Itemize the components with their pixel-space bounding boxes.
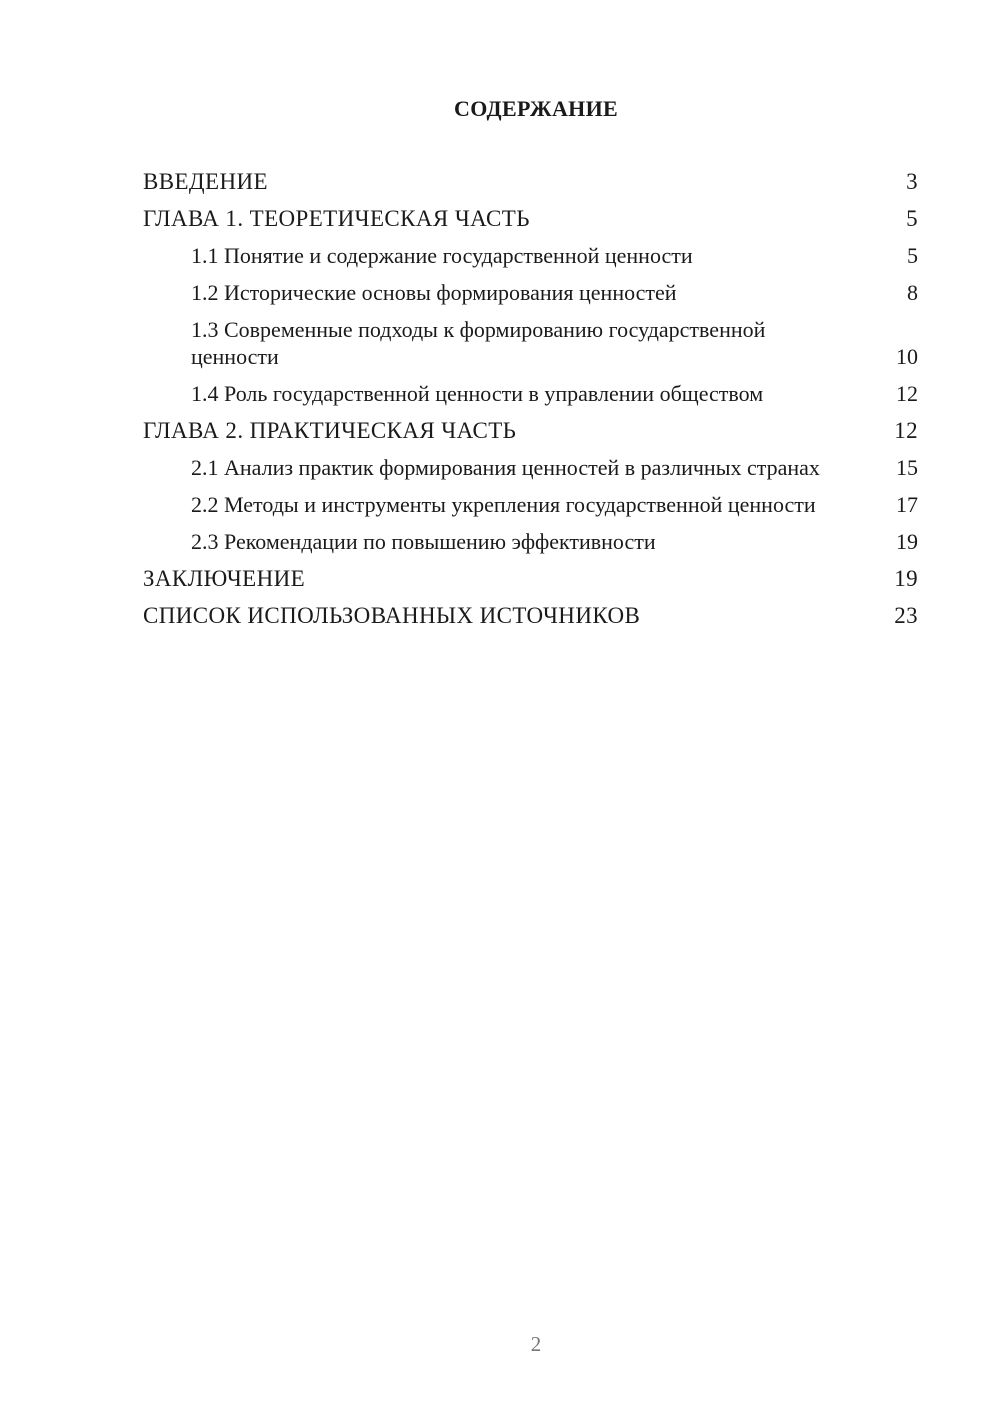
toc-entry-chapter-1[interactable] bbox=[143, 205, 918, 232]
toc-entry-text: 2.2 Методы и инструменты укрепления государственной ценности bbox=[191, 492, 816, 517]
toc-entry-section-1-4[interactable] bbox=[143, 380, 918, 407]
toc-entry-page: 19 bbox=[896, 529, 918, 554]
toc-entry-page: 15 bbox=[896, 455, 918, 480]
toc-entry-section-1-1[interactable] bbox=[143, 242, 918, 269]
toc-entry-page: 10 bbox=[896, 344, 918, 369]
toc-entry-text: 2.3 Рекомендации по повышению эффективности bbox=[191, 529, 656, 554]
toc-entry-page: 5 bbox=[907, 243, 918, 268]
toc-entry-text: ВВЕДЕНИЕ bbox=[143, 169, 268, 194]
toc-entry-section-1-3[interactable] bbox=[143, 316, 918, 370]
toc-entry-section-1-2[interactable] bbox=[143, 279, 918, 306]
toc-entry-text: ГЛАВА 1. ТЕОРЕТИЧЕСКАЯ ЧАСТЬ bbox=[143, 206, 530, 231]
toc-entry-page: 3 bbox=[906, 169, 918, 194]
toc-entry-text: СПИСОК ИСПОЛЬЗОВАННЫХ ИСТОЧНИКОВ bbox=[143, 603, 641, 628]
page-number: 2 bbox=[530, 1332, 542, 1356]
toc-entry-conclusion[interactable] bbox=[143, 565, 918, 592]
toc-entry-references[interactable] bbox=[143, 602, 918, 629]
toc-entry-chapter-2[interactable] bbox=[143, 417, 918, 444]
toc-entry-page: 23 bbox=[894, 603, 918, 628]
toc-entry-page: 19 bbox=[894, 566, 918, 591]
toc-entry-text: 1.2 Исторические основы формирования ценностей bbox=[191, 280, 677, 305]
toc-entry-introduction[interactable] bbox=[143, 168, 918, 195]
page-title: СОДЕРЖАНИЕ bbox=[454, 96, 618, 121]
toc-entry-section-2-1[interactable] bbox=[143, 454, 918, 481]
toc-entry-page: 12 bbox=[894, 418, 918, 443]
toc-entry-page: 17 bbox=[896, 492, 918, 517]
toc-entry-text: 1.3 Современные подходы к формированию государственной ценности bbox=[191, 317, 766, 369]
toc-entry-section-2-2[interactable] bbox=[143, 491, 918, 518]
toc-entry-page: 12 bbox=[896, 381, 918, 406]
table-of-contents bbox=[143, 168, 918, 639]
toc-entry-text: ЗАКЛЮЧЕНИЕ bbox=[143, 566, 306, 591]
toc-entry-page: 5 bbox=[906, 206, 918, 231]
toc-entry-text: 2.1 Анализ практик формирования ценностей в различных странах bbox=[191, 455, 820, 480]
toc-entry-text: ГЛАВА 2. ПРАКТИЧЕСКАЯ ЧАСТЬ bbox=[143, 418, 517, 443]
toc-entry-text: 1.1 Понятие и содержание государственной ценности bbox=[191, 243, 693, 268]
toc-entry-page: 8 bbox=[907, 280, 918, 305]
toc-entry-section-2-3[interactable] bbox=[143, 528, 918, 555]
toc-entry-text: 1.4 Роль государственной ценности в управлении обществом bbox=[191, 381, 764, 406]
